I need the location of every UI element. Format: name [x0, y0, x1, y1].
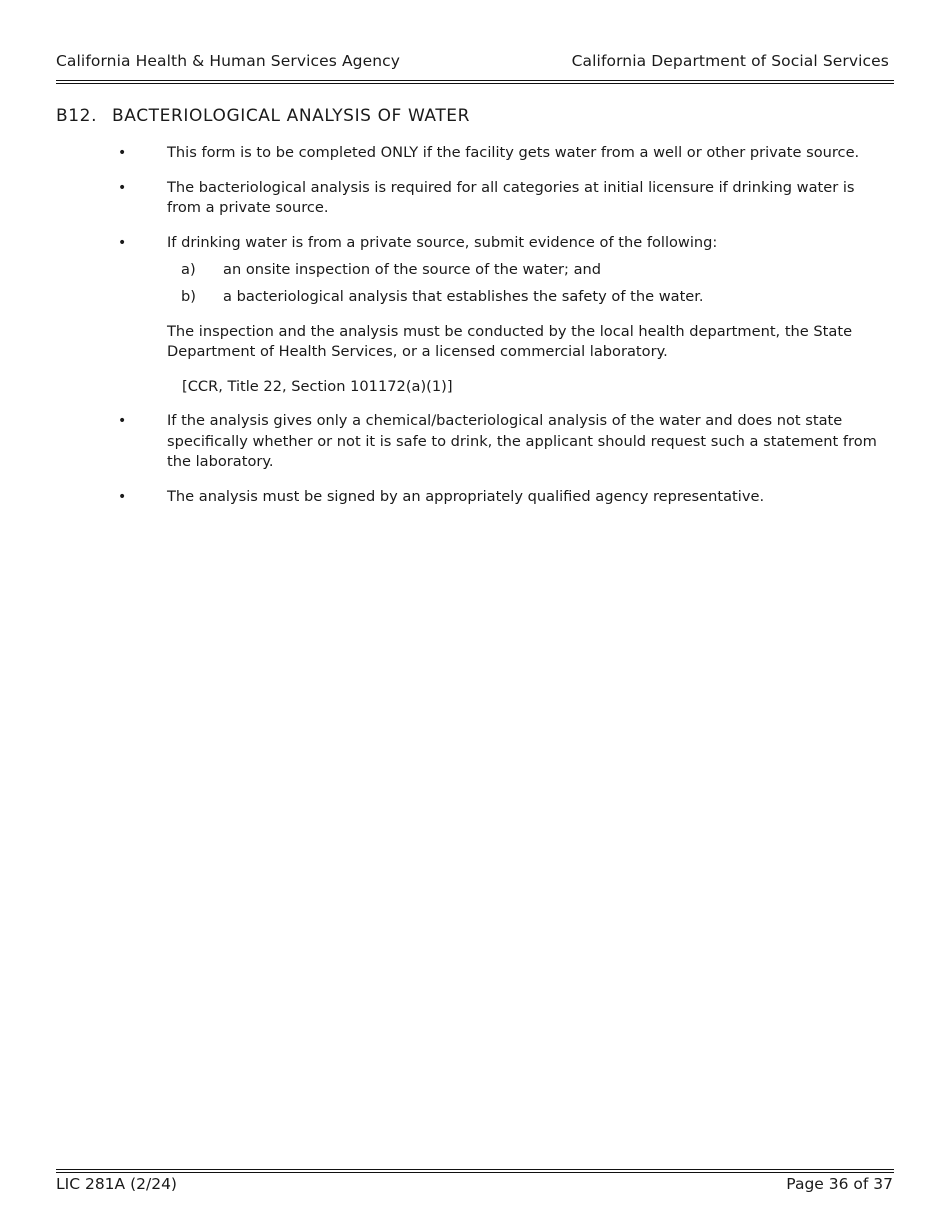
header-agency: California Health & Human Services Agency: [56, 52, 401, 70]
header-divider: [56, 80, 894, 84]
bullet-text: The bacteriological analysis is required for all categories at initial licensure if drinking water is from a private source.: [167, 178, 855, 216]
section-heading: [56, 106, 470, 126]
sub-list-item: [167, 260, 890, 281]
sub-item-marker: b): [181, 288, 196, 305]
bullet-marker: •: [118, 488, 127, 505]
header-department: California Department of Social Services: [571, 52, 889, 70]
bullet-marker: •: [118, 234, 127, 251]
footer-divider: [56, 1169, 894, 1173]
sub-item-text: an onsite inspection of the source of the water; and: [223, 261, 602, 278]
section-content: [118, 143, 890, 521]
form-number: LIC 281A (2/24): [56, 1175, 177, 1193]
bullet-marker: •: [118, 413, 127, 429]
regulation-citation: [CCR, Title 22, Section 101172(a)(1)]: [182, 377, 453, 395]
page-header: [56, 52, 893, 72]
bullet-text: If drinking water is from a private source, submit evidence of the following:: [167, 233, 718, 251]
sub-list: [167, 260, 890, 308]
bullet-text: The analysis must be signed by an appropriately qualified agency representative.: [167, 487, 765, 505]
list-item: [118, 411, 890, 473]
sub-list-item: [167, 287, 890, 308]
bullet-text: If the analysis gives only a chemical/bacteriological analysis of the water and does not state specifically whether or not it is safe to drink, the applicant should request such a statement from the laboratory.: [167, 412, 877, 470]
list-item: [118, 487, 890, 508]
list-item: [118, 178, 890, 219]
bullet-marker: •: [118, 179, 127, 196]
section-number: B12.: [56, 106, 98, 126]
sub-item-marker: a): [181, 261, 196, 278]
inspection-paragraph: The inspection and the analysis must be conducted by the local health department, the State Department of Health Services, or a licensed commercial laboratory.: [167, 322, 853, 360]
list-item: [118, 143, 890, 164]
page-number: Page 36 of 37: [786, 1175, 893, 1193]
bullet-text: This form is to be completed ONLY if the facility gets water from a well or other private source.: [167, 144, 860, 161]
bullet-marker: •: [118, 145, 127, 161]
section-title: BACTERIOLOGICAL ANALYSIS OF WATER: [112, 106, 471, 126]
sub-item-text: a bacteriological analysis that establishes the safety of the water.: [223, 288, 704, 305]
list-item: [118, 233, 890, 398]
page-footer: [56, 1175, 893, 1195]
